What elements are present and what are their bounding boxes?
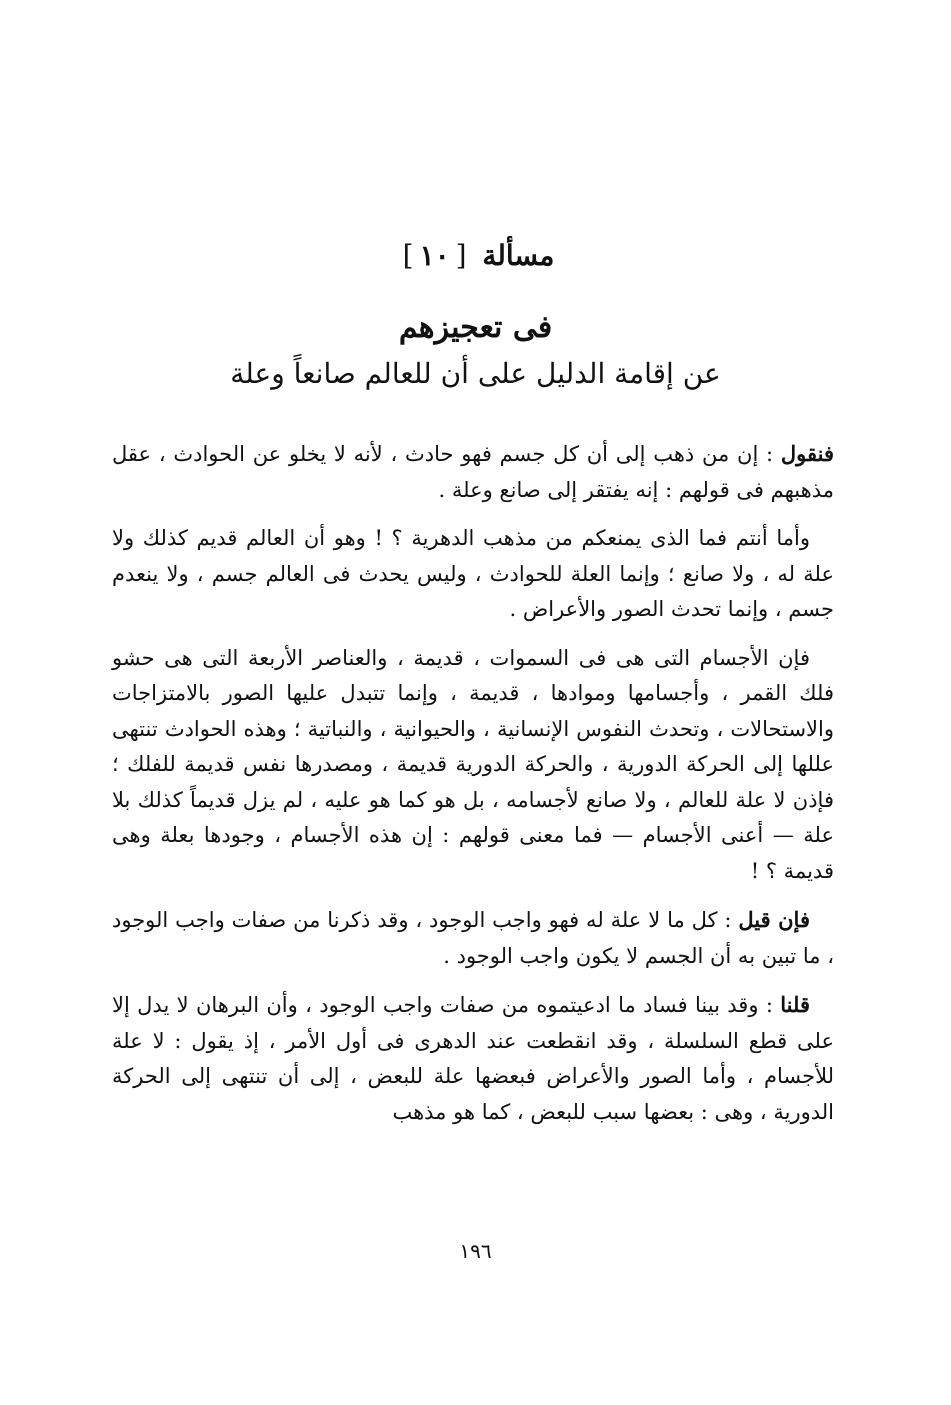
bracket-close: ] [402,239,414,272]
paragraph [112,436,834,508]
paragraph-text: : كل ما لا علة له فهو واجب الوجود ، وقد ذكرنا من صفات واجب الوجود ، ما تبين به أن الجسم لا يكون واجب الوجود . [112,908,834,968]
issue-number: ١٠ [419,239,450,272]
issue-heading [0,236,951,276]
paragraph [112,641,834,890]
paragraph-lead: فنقول [780,441,834,466]
body-text [112,436,834,1143]
bracket-open: [ [455,239,467,272]
paragraph-lead: فإن قيل [738,907,810,932]
paragraph-lead: قلنا [780,992,810,1017]
subtitle-secondary: عن إقامة الدليل على أن للعالم صانعاً وعلة [230,357,721,390]
paragraph [112,521,834,628]
paragraph-text: : وقد بينا فساد ما ادعيتموه من صفات واجب الوجود ، وأن البرهان لا يدل إلا على قطع السلسلة ، وقد انقطعت عند الدهرى فى أول الأمر ، إذ يقول : لا علة للأجسام ، وأما الصور والأعراض فبعضها علة للبعض ، إلى أن تنتهى إلى الحركة الدورية ، وهى : بعضها سبب للبعض ، كما هو مذهب [112,993,834,1124]
issue-word: مسألة [482,239,555,272]
page-number: ١٩٦ [459,1239,492,1263]
subtitle-primary: فى تعجيزهم [398,310,553,345]
paragraph [112,902,834,974]
paragraph-text: فإن الأجسام التى هى فى السموات ، قديمة ، والعناصر الأربعة التى هى حشو فلك القمر ، وأجسامها وموادها ، قديمة ، وإنما تتبدل عليها الصور بالامتزاجات والاستحالات ، وتحدث النفوس الإنسانية ، والحيوانية ، والنباتية ؛ وهذه الحوادث تنتهى عللها إلى الحركة الدورية ، والحركة الدورية قديمة ، ومصدرها نفس قديمة للفلك ؛ فإذن لا علة للعالم ، ولا صانع لأجسامه ، بل هو كما هو عليه ، لم يزل قديماً كذلك بلا علة — أعنى الأجسام — فما معنى قولهم : إن هذه الأجسام ، وجودها بعلة وهى قديمة ؟ ! [112,645,834,883]
paragraph-text: : إن من ذهب إلى أن كل جسم فهو حادث ، لأنه لا يخلو عن الحوادث ، عقل مذهبهم فى قولهم : إنه يفتقر إلى صانع وعلة . [112,442,834,502]
paragraph-text: وأما أنتم فما الذى يمنعكم من مذهب الدهرية ؟ ! وهو أن العالم قديم كذلك ولا علة له ، ولا صانع ؛ وإنما العلة للحوادث ، وليس يحدث فى العالم جسم ، ولا ينعدم جسم ، وإنما تحدث الصور والأعراض . [112,526,834,621]
paragraph [112,987,834,1130]
